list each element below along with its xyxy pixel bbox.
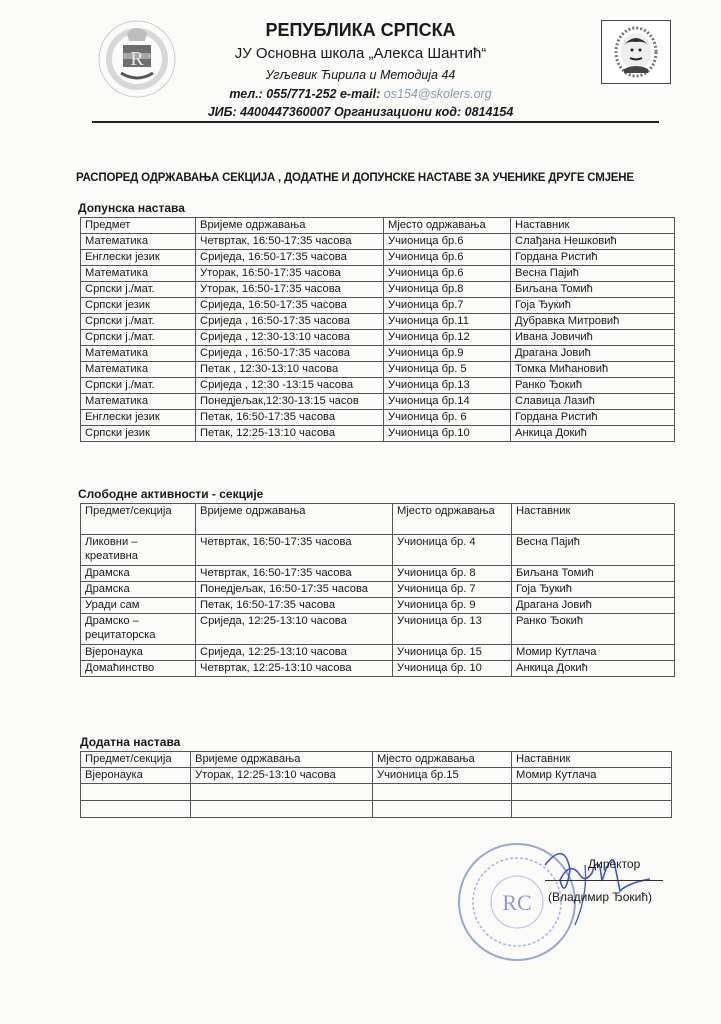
table-cell: Учионица бр.10 — [384, 426, 511, 442]
section-title-slobodne: Слободне активности - секције — [78, 487, 264, 501]
table-cell: Драмска — [81, 582, 196, 598]
table-cell: Понедјељак,12:30-13:15 часов — [196, 394, 384, 410]
table-cell: Ранко Ђокић — [512, 614, 675, 645]
email-link[interactable]: os154@skolers.org — [383, 87, 492, 101]
table-cell: Гоја Ђукић — [511, 298, 675, 314]
table-row — [81, 768, 672, 784]
table-cell: Весна Пајић — [511, 266, 675, 282]
table-cell: Четвртак, 16:50-17:35 часова — [196, 234, 384, 250]
table-row — [81, 614, 675, 645]
table-cell: Сриједа, 16:50-17:35 часова — [196, 250, 384, 266]
column-header: Предмет — [81, 218, 196, 234]
table-cell: Учионица бр.6 — [384, 266, 511, 282]
table-cell — [373, 801, 512, 818]
header-divider — [92, 121, 659, 123]
table-cell: Енглески језик — [81, 250, 196, 266]
table-cell: Понедјељак, 16:50-17:35 часова — [196, 582, 393, 598]
table-cell: Учионица бр. 9 — [393, 598, 512, 614]
contact-line — [0, 87, 721, 101]
table-cell: Гордана Ристић — [511, 410, 675, 426]
table-row — [81, 330, 675, 346]
table-row — [81, 298, 675, 314]
table-cell — [373, 784, 512, 801]
table-cell: Уторак, 16:50-17:35 часова — [196, 282, 384, 298]
table-cell: Математика — [81, 394, 196, 410]
table-cell: Гоја Ђукић — [512, 582, 675, 598]
table-row — [81, 598, 675, 614]
table-cell: Вјеронаука — [81, 645, 196, 661]
svg-text:R: R — [130, 48, 144, 70]
table-cell: Уради сам — [81, 598, 196, 614]
table-cell: Српски језик — [81, 426, 196, 442]
table-row — [81, 784, 672, 801]
table-cell: Четвртак, 16:50-17:35 часова — [196, 535, 393, 566]
table-cell: Српски ј./мат. — [81, 314, 196, 330]
table-cell: Учионица бр.15 — [373, 768, 512, 784]
table-cell: Анкица Докић — [511, 426, 675, 442]
table-cell: Учионица бр. 7 — [393, 582, 512, 598]
table-cell: Гордана Ристић — [511, 250, 675, 266]
table-cell: Дубравка Митровић — [511, 314, 675, 330]
table-row — [81, 378, 675, 394]
table-cell: Домаћинство — [81, 661, 196, 677]
table-cell: Учионица бр.6 — [384, 234, 511, 250]
section-title-dopunska: Допунска настава — [78, 201, 185, 215]
dopunska-table — [80, 217, 675, 442]
table-cell: Драмско – рецитаторска — [81, 614, 196, 645]
table-cell: Учионица бр.9 — [384, 346, 511, 362]
table-cell: Енглески језик — [81, 410, 196, 426]
table-cell: Учионица бр.12 — [384, 330, 511, 346]
table-cell: Весна Пајић — [512, 535, 675, 566]
table-cell — [191, 784, 373, 801]
table-cell — [512, 784, 672, 801]
table-row — [81, 566, 675, 582]
table-cell: Петак, 12:25-13:10 часова — [196, 426, 384, 442]
director-label: Директор — [588, 857, 641, 871]
table-cell: Биљана Томић — [511, 282, 675, 298]
table-cell: Момир Кутлача — [512, 645, 675, 661]
table-row — [81, 394, 675, 410]
table-cell: Учионица бр.8 — [384, 282, 511, 298]
column-header: Мјесто одржавања — [384, 218, 511, 234]
table-cell: Српски ј./мат. — [81, 378, 196, 394]
table-cell: Учионица бр. 8 — [393, 566, 512, 582]
table-cell: Учионица бр.14 — [384, 394, 511, 410]
column-header: Наставник — [512, 504, 675, 535]
table-row — [81, 582, 675, 598]
dodatna-table — [80, 751, 672, 818]
table-cell: Петак, 16:50-17:35 часова — [196, 410, 384, 426]
table-cell: Учионица бр. 10 — [393, 661, 512, 677]
table-cell: Ранко Ђокић — [511, 378, 675, 394]
table-cell: Уторак, 16:50-17:35 часова — [196, 266, 384, 282]
director-name: (Владимир Ђокић) — [548, 890, 653, 904]
table-header-row — [81, 752, 672, 768]
portrait-icon — [601, 20, 671, 84]
column-header: Вријеме одржавања — [191, 752, 373, 768]
table-cell: Драгана Јовић — [511, 346, 675, 362]
table-row — [81, 250, 675, 266]
table-row — [81, 645, 675, 661]
table-row — [81, 535, 675, 566]
column-header: Вријеме одржавања — [196, 504, 393, 535]
phone-label: тел.: 055/771-252 e-mail: — [229, 87, 384, 101]
column-header: Вријеме одржавања — [196, 218, 384, 234]
column-header: Наставник — [512, 752, 672, 768]
table-cell: Сриједа, 12:25-13:10 часова — [196, 645, 393, 661]
table-cell: Петак, 16:50-17:35 часова — [196, 598, 393, 614]
table-cell: Драмска — [81, 566, 196, 582]
table-cell: Четвртак, 16:50-17:35 часова — [196, 566, 393, 582]
table-cell: Драгана Јовић — [512, 598, 675, 614]
table-cell: Сриједа , 16:50-17:35 часова — [196, 346, 384, 362]
table-row — [81, 234, 675, 250]
table-cell: Момир Кутлача — [512, 768, 672, 784]
table-cell: Уторак, 12:25-13:10 часова — [191, 768, 373, 784]
column-header: Мјесто одржавања — [393, 504, 512, 535]
document-title: РАСПОРЕД ОДРЖАВАЊА СЕКЦИЈА , ДОДАТНЕ И ДОПУНСКЕ НАСТАВЕ ЗА УЧЕНИКЕ ДРУГЕ СМЈЕНЕ — [76, 172, 634, 184]
table-cell — [81, 784, 191, 801]
table-cell: Славица Лазић — [511, 394, 675, 410]
table-row — [81, 801, 672, 818]
section-title-dodatna: Додатна настава — [80, 735, 181, 749]
table-row — [81, 314, 675, 330]
table-cell: Српски ј./мат. — [81, 282, 196, 298]
signature-icon — [540, 835, 680, 935]
table-cell: Математика — [81, 362, 196, 378]
table-cell: Петак , 12:30-13:10 часова — [196, 362, 384, 378]
table-cell — [191, 801, 373, 818]
table-cell: Учионица бр.11 — [384, 314, 511, 330]
column-header: Наставник — [511, 218, 675, 234]
table-cell: Учионица бр. 4 — [393, 535, 512, 566]
table-row — [81, 346, 675, 362]
table-cell: Учионица бр. 6 — [384, 410, 511, 426]
table-row — [81, 266, 675, 282]
table-cell: Учионица бр. 13 — [393, 614, 512, 645]
table-cell: Анкица Докић — [512, 661, 675, 677]
table-row — [81, 410, 675, 426]
column-header: Мјесто одржавања — [373, 752, 512, 768]
table-cell: Српски ј./мат. — [81, 330, 196, 346]
table-row — [81, 426, 675, 442]
table-header-row — [81, 218, 675, 234]
table-cell: Томка Мићановић — [511, 362, 675, 378]
table-cell: Слађана Нешковић — [511, 234, 675, 250]
table-row — [81, 362, 675, 378]
table-cell — [81, 801, 191, 818]
table-cell: Сриједа , 12:30-13:10 часова — [196, 330, 384, 346]
school-address: Угљевик Ћирила и Методија 44 — [265, 68, 456, 82]
column-header: Предмет/секција — [81, 752, 191, 768]
table-cell: Сриједа, 12:25-13:10 часова — [196, 614, 393, 645]
table-row — [81, 661, 675, 677]
table-cell: Математика — [81, 266, 196, 282]
table-cell — [512, 801, 672, 818]
table-cell: Учионица бр.7 — [384, 298, 511, 314]
jib-line: ЈИБ: 4400447360007 Организациони код: 0814154 — [207, 105, 514, 119]
table-cell: Српски језик — [81, 298, 196, 314]
republic-title: РЕПУБЛИКА СРПСКА — [265, 20, 456, 40]
table-cell: Учионица бр. 5 — [384, 362, 511, 378]
school-name: ЈУ Основна школа „Алекса Шантић“ — [234, 45, 487, 62]
table-cell: Математика — [81, 234, 196, 250]
table-cell: Ивана Јовичић — [511, 330, 675, 346]
svg-text:RC: RC — [502, 890, 532, 915]
table-cell: Ликовни – креативна — [81, 535, 196, 566]
table-cell: Учионица бр. 15 — [393, 645, 512, 661]
table-cell: Учионица бр.13 — [384, 378, 511, 394]
column-header: Предмет/секција — [81, 504, 196, 535]
table-row — [81, 282, 675, 298]
table-cell: Вјеронаука — [81, 768, 191, 784]
table-cell: Сриједа , 16:50-17:35 часова — [196, 314, 384, 330]
table-cell: Математика — [81, 346, 196, 362]
slobodne-table — [80, 503, 675, 677]
table-header-row — [81, 504, 675, 535]
signature-line — [545, 880, 663, 881]
table-cell: Четвртак, 12:25-13:10 часова — [196, 661, 393, 677]
table-cell: Биљана Томић — [512, 566, 675, 582]
table-cell: Сриједа, 16:50-17:35 часова — [196, 298, 384, 314]
table-cell: Сриједа , 12:30 -13:15 часова — [196, 378, 384, 394]
table-cell: Учионица бр.6 — [384, 250, 511, 266]
